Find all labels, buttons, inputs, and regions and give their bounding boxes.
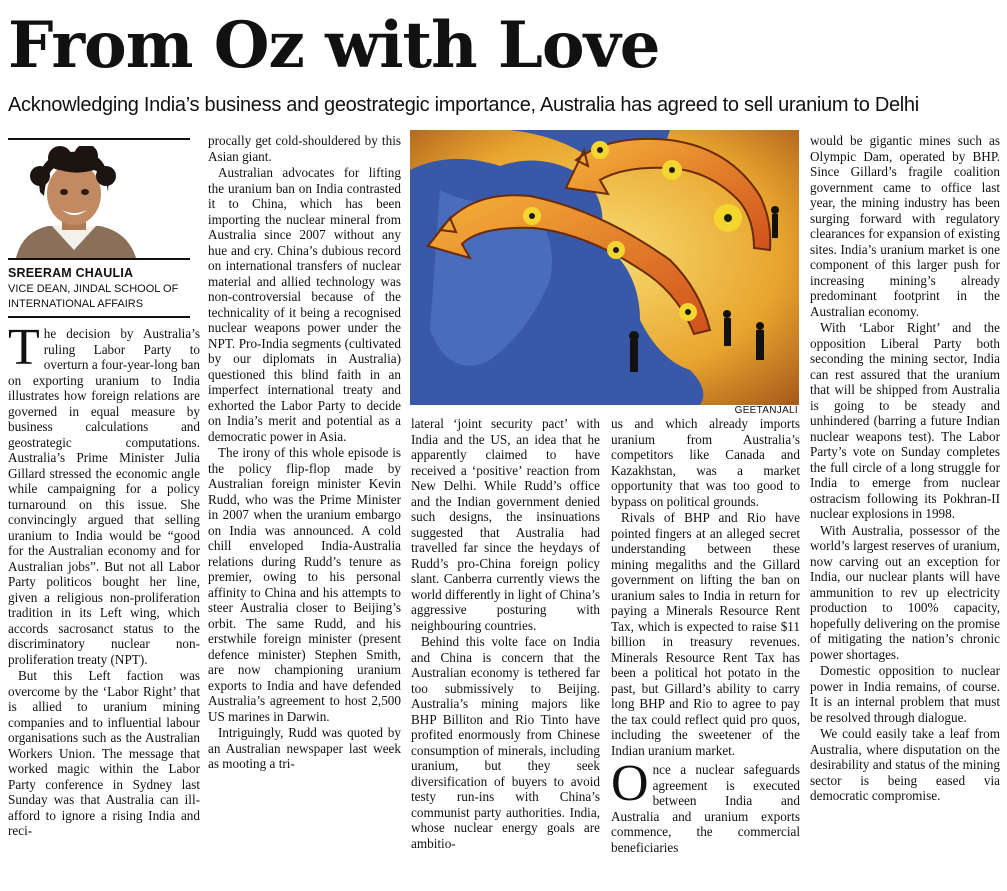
paragraph xyxy=(8,319,200,667)
paragraph: But this Left faction was overcome by the ‘Labor Right’ that is allied to uranium mining companies and to influential labour organisations such as the Australian Workers Union. The message that worked magic within the Labor Party conference in Sydney last Sunday was that Australia can ill-afford to ignore a rising India and reci- xyxy=(8,668,200,838)
paragraph: us and which already imports uranium from Australia’s competitors like Canada and Kazakhstan, was a market opportunity that was too good to bypass on political grounds. xyxy=(611,416,800,509)
paragraph-text: he decision by Australia’s ruling Labor Party to overturn a four-year-long ban on exporting uranium to India illustrates how foreign relations are governed in equal measure by business calculations and geostrategic computations. Australia’s Prime Minister Julia Gillard stressed the economic angle while campaigning for a policy turnaround on this issue. She convincingly argued that selling uranium to India would be “good for the Australian economy and for Australian jobs”. But not all Labor Party politicos bought her line, given a religious non-proliferation tradition in its Left wing, which accords sacrosanct status to the discriminatory nuclear non-proliferation treaty (NPT). xyxy=(8,326,200,667)
paragraph: would be gigantic mines such as Olympic Dam, operated by BHP. Since Gillard’s fragile coalition government came to office last year, the mining industry has been surging forward with regulatory clearances for expansion of existing sites. India’s uranium market is one component of this larger push for increasing mining’s already predominant footprint in the Australian economy. xyxy=(810,133,1000,319)
paragraph: lateral ‘joint security pact’ with India and the US, an idea that he apparently claimed to have received a ‘positive’ reaction from New Delhi. While Rudd’s office and the Indian government denied such designs, the insinuations suggested that Australia had travelled far since the heydays of Rudd’s pro-China foreign policy slant. Canberra currently views the world differently in light of China’s aggressive posturing with neighbouring countries. xyxy=(411,416,600,633)
article-column-5 xyxy=(810,133,1000,804)
paragraph: Intriguingly, Rudd was quoted by an Australian newspaper last week as mooting a tri- xyxy=(208,725,401,771)
paragraph: Behind this volte face on India and China is concern that the Australian economy is tethered far too submissively to Beijing. Australia’s mining majors like BHP Billiton and Rio Tinto have profited enormously from Chinese consumption of minerals, including uranium, but they seek diversification of buyers to avoid testy run-ins with China’s communist party authorities. India, whose nuclear energy goals are ambitio- xyxy=(411,634,600,851)
author-name: SREERAM CHAULIA xyxy=(8,266,134,280)
illustration-credit: GEETANJALI xyxy=(734,405,798,416)
article-column-3 xyxy=(411,416,600,851)
article-column-2 xyxy=(208,133,401,772)
author-bottom-rule xyxy=(8,316,190,318)
headline: From Oz with Love xyxy=(8,8,660,83)
author-portrait xyxy=(8,146,140,258)
drop-cap: T xyxy=(8,319,40,376)
author-rule xyxy=(8,258,190,260)
standfirst: Acknowledging India’s business and geostrategic importance, Australia has agreed to sell uranium to Delhi xyxy=(8,94,919,116)
paragraph xyxy=(611,755,800,855)
paragraph: With ‘Labor Right’ and the opposition Liberal Party both seconding the mining sector, India can rest assured that the uranium that will be shipped from Australia is going to be steady and unhindered (barring a future Indian nuclear weapons test). The Labor Party’s vote on Sunday completes the full circle of a long struggle for India to emerge from nuclear ostracism following its Pokhran-II nuclear explosions in 1998. xyxy=(810,320,1000,521)
top-rule xyxy=(8,138,190,140)
paragraph: Domestic opposition to nuclear power in India remains, of course. It is an internal problem that must be resolved through dialogue. xyxy=(810,663,1000,725)
paragraph: With Australia, possessor of the world’s largest reserves of uranium, now carving out an exception for India, our nuclear plants will have ammunition to rev up electricity production to 100% capacity, hopefully delivering on the promise of mitigating the nation’s chronic power shortages. xyxy=(810,522,1000,662)
illustration xyxy=(410,130,799,405)
paragraph: Australian advocates for lifting the uranium ban on India contrasted it to China, which has been importing the nuclear mineral from Australia since 2007 without any hue and cry. China’s dubious record on international transfers of nuclear material and allied technology was non-controversial because of the technicality of it being a recognised nuclear weapons power under the NPT. Pro-India segments (cultivated by our diplomats in Australia) questioned this blind faith in an imperfect international treaty and exhorted the Labor Party to decide on India’s merit and potential as a democratic power in Asia. xyxy=(208,165,401,444)
article-column-1 xyxy=(8,319,200,839)
author-title: VICE DEAN, JINDAL SCHOOL OF INTERNATIONAL AFFAIRS xyxy=(8,283,179,310)
paragraph: procally get cold-shouldered by this Asian giant. xyxy=(208,133,401,164)
drop-cap: O xyxy=(611,755,649,812)
paragraph-text: nce a nuclear safeguards agreement is executed between India and Australia and uranium exports commence, the commercial beneficiaries xyxy=(611,762,800,855)
paragraph: The irony of this whole episode is the policy flip-flop made by Australian foreign minister Kevin Rudd, who was the Prime Minister in 2007 when the uranium embargo on India was announced. A cold chill enveloped India-Australia relations during Rudd’s tenure as premier, owing to his personal affinity to China and his attempts to steer Australia closer to Beijing’s orbit. The same Rudd, and his erstwhile foreign minister (present defence minister) Stephen Smith, are now championing uranium exports to India and have defended Australia’s agreement to host 2,500 US marines in Darwin. xyxy=(208,445,401,724)
paragraph: We could easily take a leaf from Australia, where disputation on the desirability and status of the mining sector is being eased via democratic compromise. xyxy=(810,726,1000,803)
paragraph: Rivals of BHP and Rio have pointed fingers at an alleged secret understanding between these mining megaliths and the Gillard government on lifting the ban on uranium sales to India in return for paying a Minerals Resource Rent Tax, which is expected to raise $11 billion in treasury revenues. Minerals Resource Rent Tax has been a political hot potato in the past, but Gillard’s ability to carry long BHP and Rio to agree to pay the tax could reflect quid pro quos, including the sweetener of the Indian uranium market. xyxy=(611,510,800,758)
article-column-4 xyxy=(611,416,800,855)
